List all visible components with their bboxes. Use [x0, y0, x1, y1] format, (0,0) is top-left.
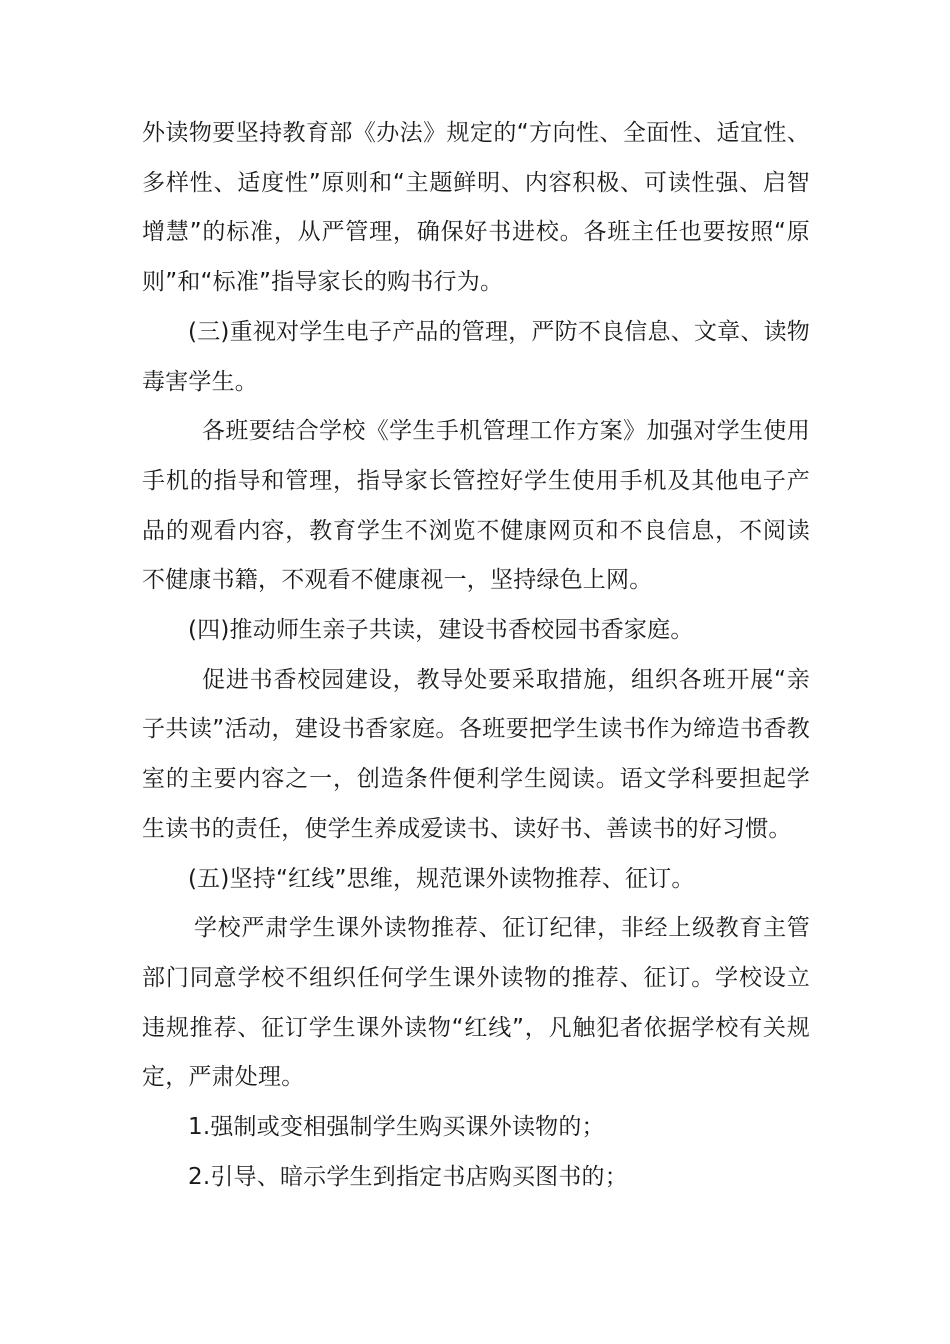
paragraph-continuation: 外读物要坚持教育部《办法》规定的“方向性、全面性、适宜性、多样性、适度性”原则和“主题鲜明、内容积极、可读性强、启智增慧”的标准，从严管理，确保好书进校。各班主任也要按照“原则”和“标准”指导家长的购书行为。 [142, 120, 810, 296]
section-heading-3: (三)重视对学生电子产品的管理，严防不良信息、文章、读物毒害学生。 [142, 318, 810, 395]
section-heading-4: (四)推动师生亲子共读，建设书香校园书香家庭。 [188, 617, 694, 644]
list-item-2: 2.引导、暗示学生到指定书店购买图书的； [188, 1163, 628, 1190]
paragraph-red-line: 学校严肃学生课外读物推荐、征订纪律，非经上级教育主管部门同意学校不组织任何学生课外读物的推荐、征订。学校设立违规推荐、征订学生课外读物“红线”，凡触犯者依据学校有关规定，严肃处理。 [142, 915, 810, 1091]
list-item-1: 1.强制或变相强制学生购买课外读物的； [188, 1114, 605, 1141]
document-body [142, 109, 810, 1202]
section-heading-5: (五)坚持“红线”思维，规范课外读物推荐、征订。 [188, 865, 695, 892]
paragraph-reading-campus: 促进书香校园建设，教导处要采取措施，组织各班开展“亲子共读”活动，建设书香家庭。各班要把学生读书作为缔造书香教室的主要内容之一，创造条件便利学生阅读。语文学科要担起学生读书的责任，使学生养成爱读书、读好书、善读书的好习惯。 [142, 666, 810, 842]
paragraph-phone-management: 各班要结合学校《学生手机管理工作方案》加强对学生使用手机的指导和管理，指导家长管控好学生使用手机及其他电子产品的观看内容，教育学生不浏览不健康网页和不良信息，不阅读不健康书籍，不观看不健康视一，坚持绿色上网。 [142, 418, 810, 594]
